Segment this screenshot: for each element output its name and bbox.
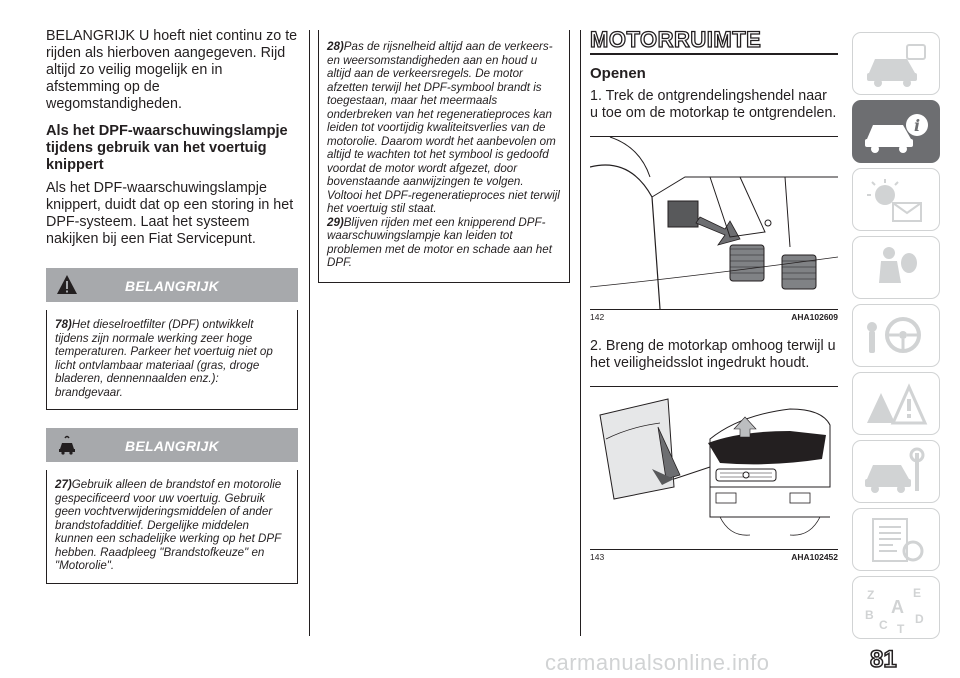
warning-text-2: Gebruik alleen de brandstof en motorolie gespecificeerd voor uw voertuig. Gebruik geen vochtverwijderingsmiddelen of ander brandstofadditief. Dergelijke middelen kunnen een schadelijke werking op het DPF hebben. Raadpleeg "Brandstofkeuze" en "Motorolie". — [55, 478, 282, 572]
figure-142-caption — [590, 310, 838, 322]
specifications-icon — [863, 515, 929, 565]
dpf-paragraph: Als het DPF-waarschuwingslampje knippert, duidt dat op een storing in het DPF-systeem. Laat het systeem nakijken bij een Fiat Servicepunt. — [46, 180, 294, 247]
column-divider-2 — [580, 30, 581, 636]
tab-car-info[interactable] — [852, 100, 940, 163]
column-1 — [46, 28, 298, 584]
index-letters-icon — [863, 583, 929, 633]
watermark: carmanualsonline.info — [545, 650, 770, 675]
tab-index-letters[interactable] — [852, 576, 940, 639]
figure-142-code: AHA102609 — [791, 312, 838, 322]
step-1: 1. Trek de ontgrendelingshendel naar u toe om de motorkap te ontgrendelen. — [590, 88, 837, 121]
airbag-seat-icon — [863, 243, 929, 293]
dpf-heading: Als het DPF-waarschuwingslampje tijdens gebruik van het voertuig knippert — [46, 123, 288, 173]
hood-open-illustration — [590, 387, 838, 549]
tab-steering-key[interactable] — [852, 304, 940, 367]
tab-specifications[interactable] — [852, 508, 940, 571]
figure-143-code: AHA102452 — [791, 552, 838, 562]
figure-143-caption — [590, 550, 838, 562]
figure-142-number: 142 — [590, 312, 605, 322]
warning-number-1: 78) — [55, 318, 72, 331]
note-number-28: 28) — [327, 40, 344, 53]
warning-title-1: BELANGRIJK — [124, 278, 219, 294]
svg-text:A: A — [891, 597, 904, 617]
warning-box-1 — [46, 310, 298, 410]
figure-143 — [590, 386, 838, 550]
release-lever-illustration — [590, 137, 838, 309]
tab-warning-road[interactable] — [852, 372, 940, 435]
warning-title-2: BELANGRIJK — [124, 438, 219, 454]
car-service-icon — [863, 447, 929, 497]
warning-box-2 — [46, 470, 298, 584]
note-box — [318, 30, 570, 283]
note-text-29: Blijven rijden met een knipperend DPF-waarschuwingslampje kan leiden tot problemen met de motor en schade aan het DPF. — [327, 215, 552, 269]
svg-text:C: C — [879, 618, 888, 632]
subsection-heading: Openen — [590, 65, 646, 82]
figure-142 — [590, 136, 838, 310]
warning-number-2: 27) — [55, 478, 72, 491]
chapter-tabs — [852, 32, 940, 644]
page-number: 81 — [870, 646, 897, 673]
steering-key-icon — [863, 311, 929, 361]
warning-road-icon — [863, 379, 929, 429]
warning-header-2 — [46, 428, 298, 462]
svg-text:D: D — [915, 612, 924, 626]
svg-text:E: E — [913, 586, 922, 600]
car-info-icon — [863, 107, 929, 157]
column-3 — [590, 28, 838, 578]
svg-text:B: B — [865, 608, 874, 622]
note-number-29: 29) — [327, 215, 344, 229]
intro-paragraph: BELANGRIJK U hoeft niet continu zo te rijden als hierboven aangegeven. Rijd altijd zo veilig mogelijk en in afstemming op de wegomstandigheden. — [46, 28, 298, 112]
tab-lights-warning[interactable] — [852, 168, 940, 231]
svg-text:i: i — [914, 116, 921, 135]
car-dashboard-icon — [863, 39, 929, 89]
tab-car-dashboard[interactable] — [852, 32, 940, 95]
tab-car-service[interactable] — [852, 440, 940, 503]
column-2 — [318, 30, 570, 283]
tab-airbag-seat[interactable] — [852, 236, 940, 299]
column-divider-1 — [309, 30, 310, 636]
figure-143-number: 143 — [590, 552, 605, 562]
note-text-28: Pas de rijsnelheid altijd aan de verkeers- en weersomstandigheden aan en houd u altijd aan de verkeersregels. De motor afzetten terwijl het DPF-symbool brandt is toegestaan, maar het meermaals onderbreken van het regeneratieproces kan leiden tot voortijdig kwaliteitsverlies van de motorolie. Daarom wordt het aanbevolen om altijd te wachten tot het symbool is gedoofd voordat de motor wordt afgezet, door bovenstaande aanwijzingen te volgen. Voltooi het DPF-regeneratieproces niet terwijl het voertuig stil staat. — [327, 40, 560, 215]
section-heading: MOTORRUIMTE — [590, 28, 838, 55]
svg-text:T: T — [897, 622, 905, 633]
step-2: 2. Breng de motorkap omhoog terwijl u het veiligheidsslot ingedrukt houdt. — [590, 338, 836, 371]
warning-text-1: Het dieselroetfilter (DPF) ontwikkelt tijdens zijn normale werking zeer hoge temperaturen. Parkeer het voertuig niet op licht ontvlambaar materiaal (gras, droge bladeren, dennennaalden enz.): brandgevaar. — [55, 318, 273, 399]
lights-warning-icon — [863, 175, 929, 225]
svg-text:Z: Z — [867, 588, 875, 602]
warning-header-1 — [46, 268, 298, 302]
